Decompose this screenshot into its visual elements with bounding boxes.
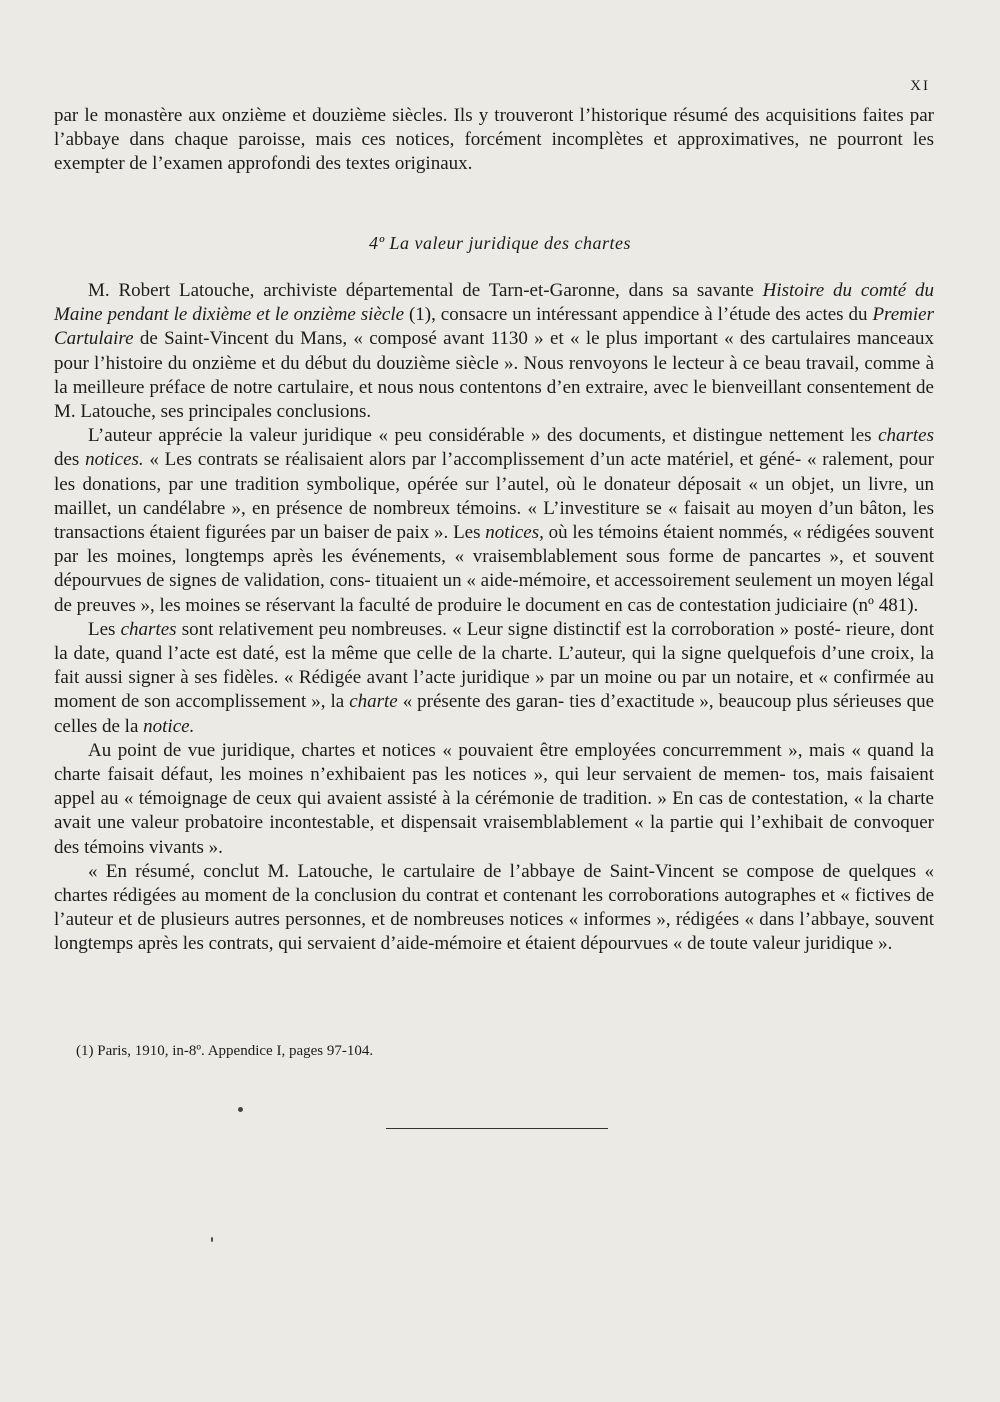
ink-speck <box>211 1237 213 1242</box>
cartulary-title: Premier Cartulaire <box>54 304 934 350</box>
footnote: (1) Paris, 1910, in-8º. Appendice I, pages 97-104. <box>76 1043 374 1059</box>
paragraph-2: L’auteur apprécie la valeur juridique « peu considérable » des documents, et distingue nettement les chartes des notices. « Les contrats se réalisaient alors par l’accomplissement d’un acte matériel, et géné- « ralement, pour les donations, par une tradition symbolique, opérée sur l’autel, où le donateur déposait « un objet, un livre, un maillet, un candélabre », en présence de nombreux témoins. « L’investiture se « faisait au moyen d’un bâton, les transactions étaient figurées par un baiser de paix ». Les notices, où les témoins étaient nommés, « rédigées souvent par les moines, longtemps après les événements, « vraisemblablement sous forme de pancartes », et souvent dépourvues de signes de validation, cons- tituaient un « aide-mémoire, et accessoirement seulement un moyen légal de preuves », les moines se réservant la faculté de produire le document en cas de contestation judiciaire (nº 481). <box>54 425 935 616</box>
intro-paragraph: par le monastère aux onzième et douzième siècles. Ils y trouveront l’historique résumé des acquisitions faites par l’abbaye dans chaque paroisse, mais ces notices, forcément incomplètes et approximatives, ne pourront les exempter de l’examen approfondi des textes originaux. <box>54 105 934 175</box>
intro-paragraph-block <box>54 104 934 177</box>
body-text <box>54 279 934 957</box>
book-title: Histoire du comté du Maine pendant le dixième et le onzième siècle <box>54 280 934 326</box>
paragraph-3: Les chartes sont relativement peu nombreuses. « Leur signe distinctif est la corroboration » posté- rieure, dont la date, quand l’acte est daté, est la même que celle de la charte. L’auteur, qui la signe quelquefois d’une croix, la fait aussi signer à ses fidèles. « Rédigée avant l’acte juridique » par un moine ou par un notaire, et « confirmée au moment de son accomplissement », la charte « présente des garan- ties d’exactitude », beaucoup plus sérieuses que celles de la notice. <box>54 618 935 737</box>
paragraph-5: « En résumé, conclut M. Latouche, le cartulaire de l’abbaye de Saint-Vincent se compose de quelques « chartes rédigées au moment de la conclusion du contrat et contenant les corroborations autographes et « fictives de l’auteur et de plusieurs autres personnes, et de nombreuses notices « informes », rédigées « dans l’abbaye, souvent longtemps après les contrats, qui servaient d’aide-mémoire et étaient dépourvues « de toute valeur juridique ». <box>54 860 934 955</box>
paragraph-1: M. Robert Latouche, archiviste départemental de Tarn-et-Garonne, dans sa savante Histoire du comté du Maine pendant le dixième et le onzième siècle (1), consacre un intéressant appendice à l’étude des actes du Premier Cartulaire de Saint-Vincent du Mans, « composé avant 1130 » et « le plus important « des cartulaires manceaux pour l’histoire du onzième et du début du douzième siècle ». Nous renvoyons le lecteur à ce beau travail, comme à la meilleure préface de notre cartulaire, et nous nous contentons d’en extraire, avec le bienveillant consentement de M. Latouche, ses principales conclusions. <box>54 280 934 423</box>
section-heading: 4º La valeur juridique des chartes <box>368 233 632 253</box>
end-rule <box>386 1128 608 1129</box>
page-number: XI <box>910 78 930 94</box>
paragraph-4: Au point de vue juridique, chartes et notices « pouvaient être employées concurremment », mais « quand la charte faisait défaut, les moines n’exhibaient pas les notices », qui leur servaient de memen- tos, mais faisaient appel au « témoignage de ceux qui avaient assisté à la cérémonie de tradition. » En cas de contestation, « la charte avait une valeur probatoire incontestable, et dispensait vraisemblablement « la partie qui l’exhibait de convoquer des témoins vivants ». <box>54 739 934 858</box>
ink-speck <box>238 1107 243 1112</box>
